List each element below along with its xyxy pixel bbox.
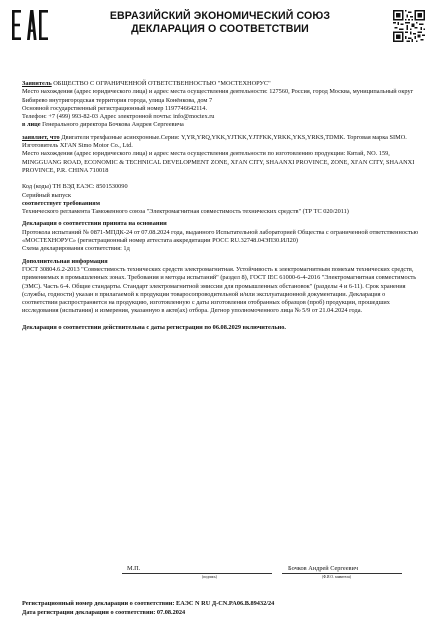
product-description: Двигатели трехфазные асинхронные.Серии: Y,YR,YRQ,YKK,YJTKK,YJTFKK,YRKK,YKS,YRKS,TDMK. Торговая марка SIMO. xyxy=(59,133,407,141)
registration-date: Дата регистрации декларации о соответствии: 07.08.2024 xyxy=(22,609,186,616)
declares-label: заявляет, что xyxy=(22,133,60,141)
signature-line xyxy=(122,573,272,574)
qr-code-icon xyxy=(393,10,425,42)
additional-label xyxy=(22,258,420,266)
stamp-place-label: М.П. xyxy=(127,565,141,572)
signature-row xyxy=(22,559,420,583)
applicant-name: ОБЩЕСТВО С ОГРАНИЧЕННОЙ ОТВЕТСТВЕННОСТЬЮ "МОСТЕХНОРУС" xyxy=(51,80,271,87)
applicant-representative xyxy=(22,121,420,129)
manufacturer-name: Изготовитель XI'AN Simo Motor Co., Ltd. xyxy=(22,142,133,150)
validity-prefix: Декларация о соответствии действительна с даты регистрации по xyxy=(22,323,213,331)
document-header xyxy=(70,10,370,36)
requirements-text: Технического регламента Таможенного союза "Электромагнитная совместимость технических средств" (ТР ТС 020/2011) xyxy=(22,208,349,216)
validity-suffix: включительно. xyxy=(241,323,287,331)
applicant-ogrn: Основной государственный регистрационный номер 1197746642114. xyxy=(22,104,208,112)
applicant-block xyxy=(22,80,420,88)
signatory-name: Бочков Андрей Сергеевич xyxy=(288,565,359,572)
requirements-label xyxy=(22,200,420,208)
header-doc-title: ДЕКЛАРАЦИЯ О СООТВЕТСТВИИ xyxy=(131,23,309,35)
validity-statement xyxy=(22,324,420,332)
registration-number: Регистрационный номер декларации о соответствии: ЕАЭС N RU Д-CN.PA06.B.89432/24 xyxy=(22,600,275,607)
applicant-label: Заявитель xyxy=(22,80,52,87)
basis-text: Протокола испытаний № 0871-МПДК-24 от 07.08.2024 года, выданного Испытательной лабораторией Общества с ограниченной ответственностью «МОСТЕХНОРУС» (регистрационный номер аттестата аккредитации РОСС RU.32748.04ЭП30.ИЛ20) xyxy=(22,228,419,245)
signatory-name-line xyxy=(282,573,402,574)
validity-date: 06.08.2029 xyxy=(212,323,242,331)
signatory-caption: (Ф.И.О. заявителя) xyxy=(322,575,351,579)
signature-caption: (подпись) xyxy=(202,575,217,579)
additional-label-text: Дополнительная информация xyxy=(22,257,108,265)
serial-production: Серийный выпуск xyxy=(22,191,72,199)
tnved-code: Код (коды) ТН ВЭД ЕАЭС: 8501530090 xyxy=(22,183,128,191)
eac-logo-icon xyxy=(12,10,48,40)
manufacturer-address: Место нахождения (адрес юридического лица) и адрес места осуществления деятельности по изготовлению продукции: Китай, NO. 159, MINGGUANG ROAD, ECONOMIC & TECHNICAL DEVELOPMENT ZONE, XI'AN CITY, SHAANXI PROVINCE, ZONE, XI'AN CITY, SHAANXI PROVINCE, P.R. CHINA 710018 xyxy=(22,150,415,174)
product-block xyxy=(22,134,420,142)
basis-label-text: Декларация о соответствии принята на основании xyxy=(22,220,167,228)
declaration-body xyxy=(22,80,420,332)
representative-label: в лице xyxy=(22,121,41,129)
registration-block xyxy=(22,599,420,617)
basis-label xyxy=(22,220,420,228)
representative-name: Генерального директора Бочкова Андрея Сергеевича xyxy=(40,121,184,129)
applicant-address: Место нахождения (адрес юридического лица) и адрес места осуществления деятельности: 127560, Россия, город Москва, муниципальный округ Бибирево внутригородская территория города, улица Конёнкова, дом 7 xyxy=(22,88,414,104)
declaration-scheme: Схема декларирования соответствия: 1д xyxy=(22,245,130,253)
requirements-label-text: соответствует требованиям xyxy=(22,199,100,207)
applicant-contacts: Телефон: +7 (499) 993-82-03 Адрес электронной почты: info@moctex.ru xyxy=(22,113,215,121)
additional-text: ГОСТ 30804.6.2-2013 "Совместимость технических средств электромагнитная. Устойчивость к электромагнитным помехам технических средств, применяемых в промышленных зонах. Требования и методы испытаний" (раздел 8), ГОСТ IEC 61000-6-4-2016 "Электромагнитная совместимость (ЭМС). Часть 6-4. Общие стандарты. Стандарт электромагнитной эмиссии для промышленных обстановок" (разделы 4 и 6-11). Срок хранения (службы, годности) указан в прилагаемой к продукции товаросопроводительной и/или эксплуатационной документации. Декларация о соответствии распространяется на продукцию, изготовленную с даты изготовления отобранных образцов (проб) продукции, прошедших исследования (испытания) и измерения, указанную в акте(ах) отбора. Дегнор уполномоченного лица № 5/9 от 21.04.2024 года. xyxy=(22,265,417,315)
header-union-title: ЕВРАЗИЙСКИЙ ЭКОНОМИЧЕСКИЙ СОЮЗ xyxy=(109,10,331,22)
